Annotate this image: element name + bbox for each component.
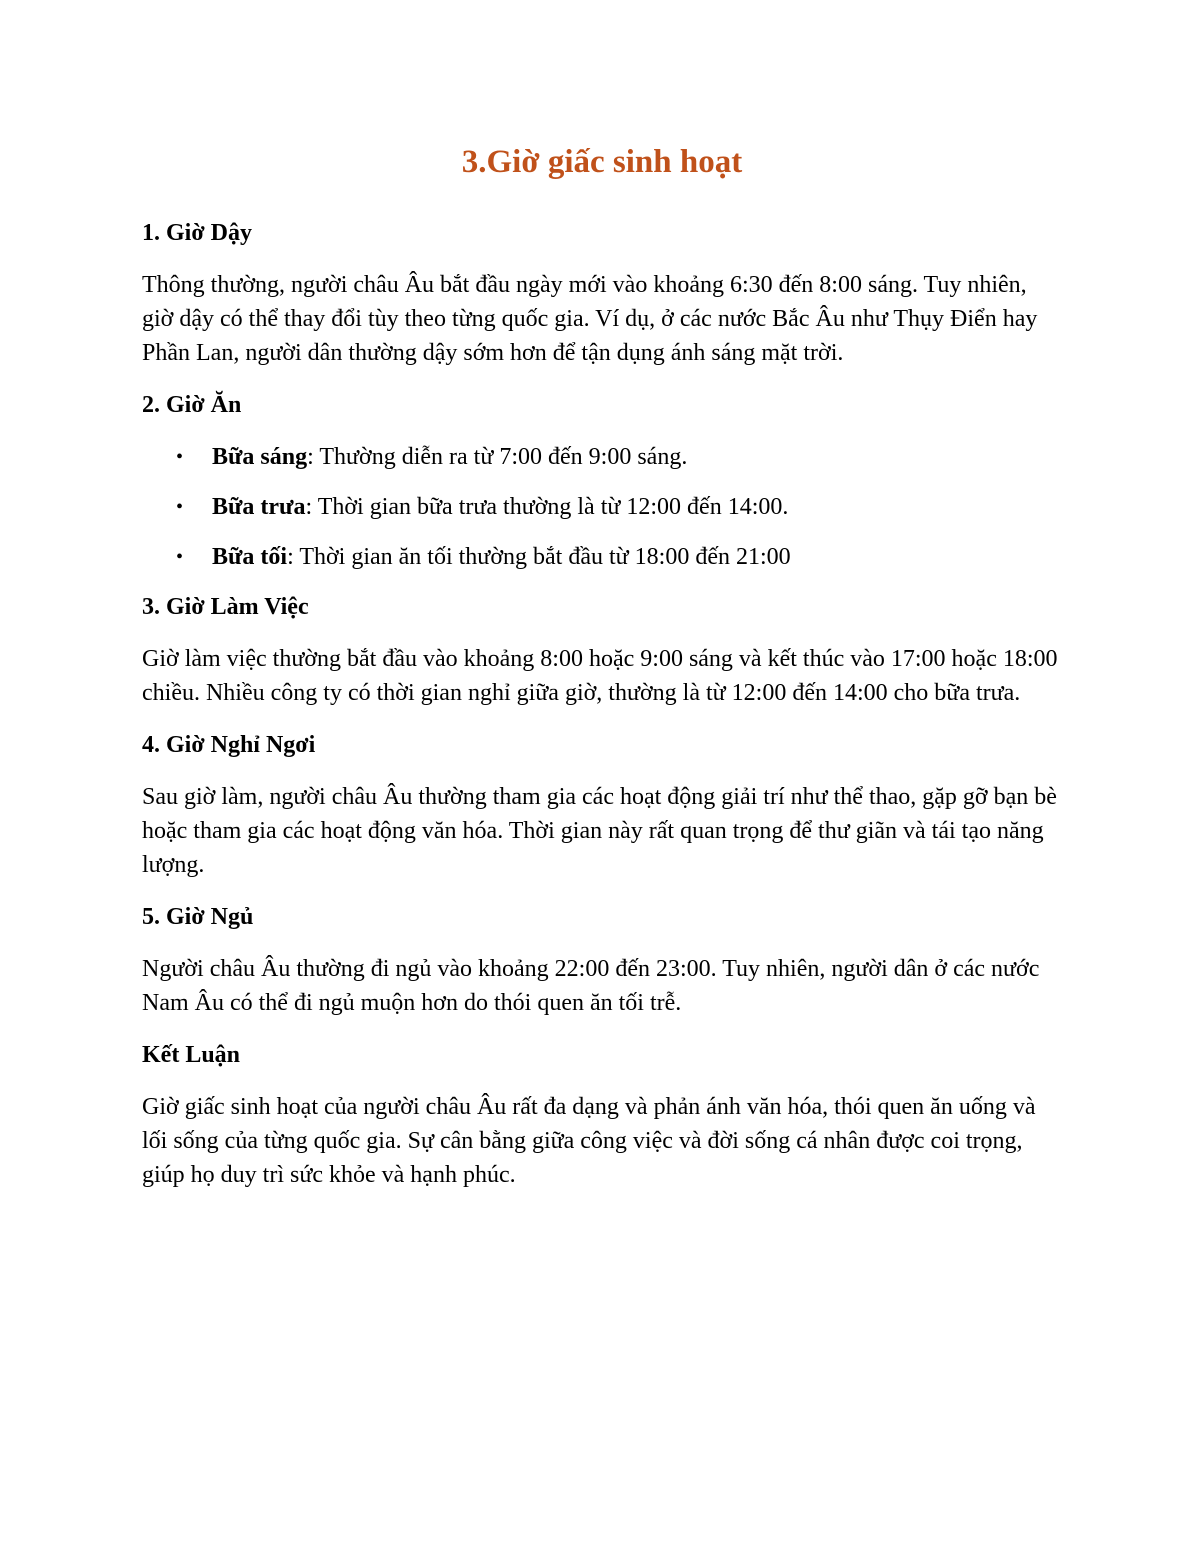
meal-item-dinner <box>142 540 1062 574</box>
section-heading-conclusion: Kết Luận <box>142 1042 241 1068</box>
meal-text: : Thường diễn ra từ 7:00 đến 9:00 sáng. <box>307 444 688 470</box>
section-heading-meals: 2. Giờ Ăn <box>142 392 242 418</box>
meal-item-lunch <box>142 490 1062 524</box>
meal-term: Bữa sáng <box>212 444 308 470</box>
document-title: 3.Giờ giấc sinh hoạt <box>461 144 743 180</box>
bullet-dot-icon: • <box>176 446 184 468</box>
document-page <box>142 138 1062 1210</box>
section-text-rest: Sau giờ làm, người châu Âu thường tham gia các hoạt động giải trí như thể thao, gặp gỡ bạn bè hoặc tham gia các hoạt động văn hóa. Thời gian này rất quan trọng để thư giãn và tái tạo năng lượng. <box>142 784 1057 878</box>
meal-term: Bữa tối <box>212 544 288 570</box>
section-text-wake: Thông thường, người châu Âu bắt đầu ngày mới vào khoảng 6:30 đến 8:00 sáng. Tuy nhiên, giờ dậy có thể thay đổi tùy theo từng quốc gia. Ví dụ, ở các nước Bắc Âu như Thụy Điển hay Phần Lan, người dân thường dậy sớm hơn để tận dụng ánh sáng mặt trời. <box>142 272 1038 366</box>
bullet-dot-icon: • <box>176 546 184 568</box>
bullet-dot-icon: • <box>176 496 184 518</box>
section-heading-wake: 1. Giờ Dậy <box>142 220 252 246</box>
section-heading-sleep: 5. Giờ Ngủ <box>142 904 254 930</box>
section-heading-work: 3. Giờ Làm Việc <box>142 594 309 620</box>
meal-text: : Thời gian ăn tối thường bắt đầu từ 18:00 đến 21:00 <box>287 544 791 570</box>
section-heading-rest: 4. Giờ Nghỉ Ngơi <box>142 732 316 758</box>
meal-term: Bữa trưa <box>212 494 306 520</box>
meal-item-breakfast <box>142 440 1062 474</box>
meals-list <box>142 440 1062 574</box>
section-text-work: Giờ làm việc thường bắt đầu vào khoảng 8:00 hoặc 9:00 sáng và kết thúc vào 17:00 hoặc 18:00 chiều. Nhiều công ty có thời gian nghỉ giữa giờ, thường là từ 12:00 đến 14:00 cho bữa trưa. <box>142 646 1058 706</box>
meal-text: : Thời gian bữa trưa thường là từ 12:00 đến 14:00. <box>305 494 789 520</box>
section-text-sleep: Người châu Âu thường đi ngủ vào khoảng 22:00 đến 23:00. Tuy nhiên, người dân ở các nước Nam Âu có thể đi ngủ muộn hơn do thói quen ăn tối trễ. <box>142 956 1040 1016</box>
section-text-conclusion: Giờ giấc sinh hoạt của người châu Âu rất đa dạng và phản ánh văn hóa, thói quen ăn uống và lối sống của từng quốc gia. Sự cân bằng giữa công việc và đời sống cá nhân được coi trọng, giúp họ duy trì sức khỏe và hạnh phúc. <box>142 1094 1036 1188</box>
